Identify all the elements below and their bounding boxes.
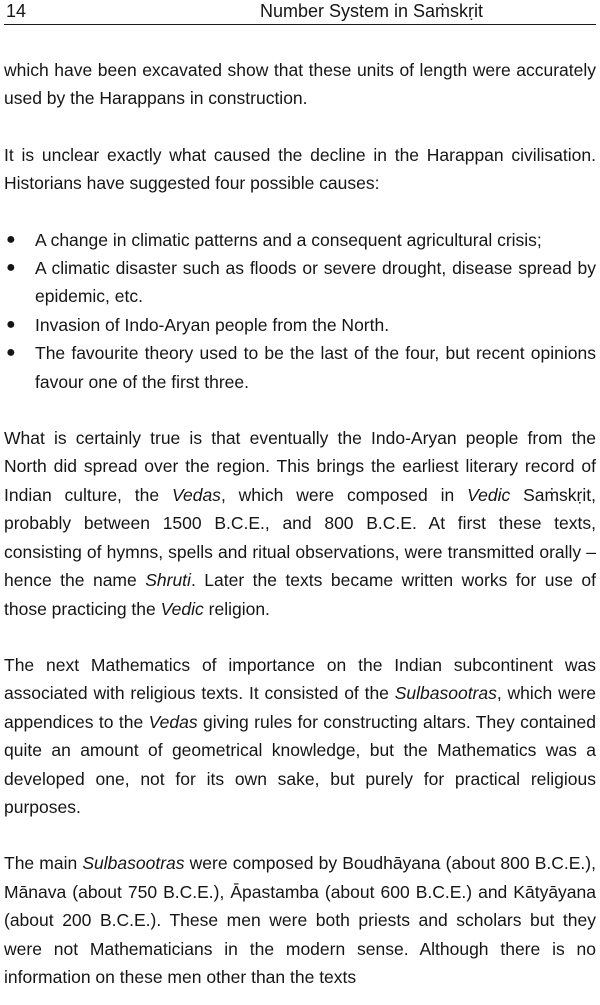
- italic-text: Sulbasootras: [82, 853, 185, 874]
- bullet-item: [4, 254, 596, 311]
- text-segment: , which were appendices to the: [4, 683, 596, 732]
- bullet-text: A climatic disaster such as floods or severe drought, disease spread by epidemic, etc.: [35, 258, 596, 307]
- italic-text: Vedas: [148, 711, 198, 732]
- bullet-item: [4, 311, 596, 339]
- text-segment: were composed by Boudhāyana (about 800 B.C.E.), Mānava (about 750 B.C.E.), Āpastamba (about 600 B.C.E.) and Kātyāyana (about 200 B.C.E.). These men were both priests and scholars but they were not Mathematicians in the modern sense. Although there is no information on these men other than the texts: [4, 853, 596, 987]
- bullet-icon: ●: [6, 230, 16, 248]
- paragraphs-before-list: [4, 56, 596, 198]
- text-segment: The main: [4, 853, 83, 874]
- bullet-item: [4, 339, 596, 396]
- paragraph: [4, 56, 596, 113]
- bullet-text: The favourite theory used to be the last of the four, but recent opinions favour one of the first three.: [35, 343, 596, 392]
- paragraph: [4, 424, 596, 623]
- text-segment: Saṁskṛit, probably between 1500 B.C.E., and 800 B.C.E. At first these texts, consisting of hymns, spells and ritual observations, were transmitted orally – hence the name: [4, 484, 596, 591]
- text-segment: . Later the texts became written works for use of those practicing the: [4, 570, 596, 619]
- bullet-item: [4, 226, 596, 254]
- page-header: [4, 0, 596, 25]
- bullet-icon: ●: [6, 344, 16, 362]
- page-number: 14: [6, 1, 27, 21]
- bullet-text: A change in climatic patterns and a consequent agricultural crisis;: [35, 229, 542, 250]
- paragraph: [4, 849, 596, 991]
- italic-text: Vedas: [171, 484, 221, 505]
- paragraphs-after-list: [4, 424, 596, 991]
- paragraph: [4, 651, 596, 821]
- italic-text: Vedic: [467, 484, 511, 505]
- italic-text: Sulbasootras: [394, 683, 497, 704]
- text-segment: which have been excavated show that these units of length were accurately used by the Harappans in construction.: [4, 60, 596, 109]
- italic-text: Vedic: [160, 598, 204, 619]
- causes-bullet-list: [4, 226, 596, 396]
- text-segment: giving rules for constructing altars. They contained quite an amount of geometrical knowledge, but the Mathematics was a developed one, not for its own sake, but purely for practical religious purposes.: [4, 711, 596, 817]
- body-text: [4, 56, 596, 1005]
- text-segment: religion.: [203, 598, 270, 619]
- text-segment: It is unclear exactly what caused the decline in the Harappan civilisation. Historians have suggested four possible causes:: [4, 144, 596, 194]
- italic-text: Shruti: [145, 570, 191, 591]
- text-segment: , which were composed in: [220, 484, 468, 505]
- bullet-icon: ●: [6, 259, 16, 277]
- text-segment: The next Mathematics of importance on the Indian subcontinent was associated with religious texts. It consisted of the: [4, 654, 596, 704]
- text-segment: What is certainly true is that eventually the Indo-Aryan people from the North did spread over the region. This brings the earliest literary record of Indian culture, the: [4, 428, 596, 505]
- running-head: Number System in Saṁskṛit: [260, 1, 484, 21]
- bullet-icon: ●: [6, 315, 16, 333]
- bullet-text: Invasion of Indo-Aryan people from the North.: [35, 314, 390, 335]
- paragraph: [4, 141, 596, 198]
